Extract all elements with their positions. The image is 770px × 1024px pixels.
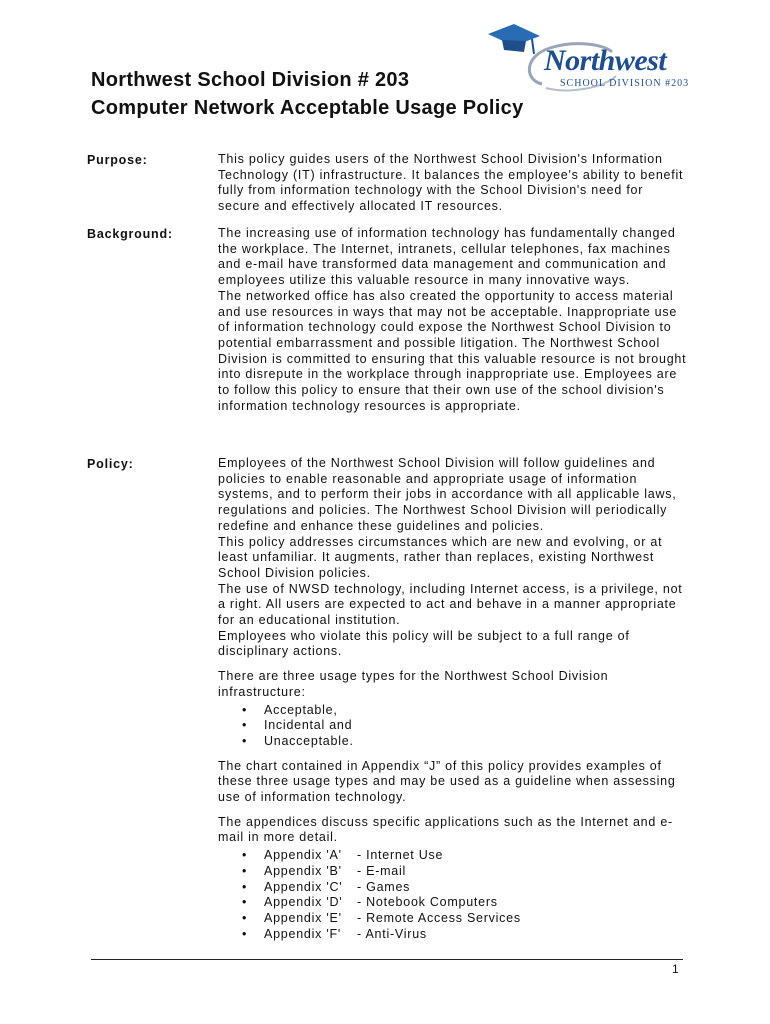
title-line-1: Northwest School Division # 203 <box>91 69 410 91</box>
policy-paragraph: This policy addresses circumstances which are new and evolving, or at least unfamiliar. It augments, rather than replaces, existing Northwest School Division policies. <box>218 534 663 580</box>
appendix-name: Appendix 'D' <box>264 895 343 910</box>
title-line-2: Computer Network Acceptable Usage Policy <box>91 97 524 119</box>
footer-divider <box>91 959 683 960</box>
logo-subtitle: SCHOOL DIVISION #203 <box>560 78 690 89</box>
policy-label: Policy: <box>87 457 134 471</box>
list-item <box>218 927 688 943</box>
appendices-intro: The appendices discuss specific applications such as the Internet and e-mail in more detail. <box>218 814 673 845</box>
appendix-desc: - Internet Use <box>357 848 444 863</box>
background-paragraph: The increasing use of information technology has fundamentally changed the workplace. The Internet, intranets, cellular telephones, fax machines and e-mail have transformed data management and communication and employees utilize this valuable resource in many innovative ways. <box>218 226 676 288</box>
purpose-text: This policy guides users of the Northwest School Division's Information Technology (IT) infrastructure. It balances the employee's ability to benefit fully from information technology with the School Division's need for secure and effectively allocated IT resources. <box>218 152 684 214</box>
appendix-desc: - E-mail <box>357 863 407 878</box>
appendix-name: Appendix 'E' <box>264 910 342 925</box>
appendices-list <box>218 848 688 942</box>
list-item <box>218 911 688 927</box>
policy-paragraph: The use of NWSD technology, including Internet access, is a privilege, not a right. All users are expected to act and behave in a manner appropriate for an educational institution. <box>218 581 683 628</box>
chart-paragraph: The chart contained in Appendix “J” of this policy provides examples of these three usage types and may be used as a guideline when assessing use of information technology. <box>218 758 676 805</box>
list-item: • Incidental and <box>218 718 688 734</box>
purpose-label: Purpose: <box>87 153 148 167</box>
appendix-name: Appendix 'A' <box>264 848 342 863</box>
appendix-name: Appendix 'C' <box>264 879 343 894</box>
policy-paragraph: Employees who violate this policy will be subject to a full range of disciplinary actions. <box>218 628 630 659</box>
policy-body <box>218 456 688 942</box>
purpose-body <box>218 152 688 215</box>
list-item <box>218 895 688 911</box>
background-label: Background: <box>87 227 173 241</box>
page-number: 1 <box>672 962 679 976</box>
policy-paragraph: Employees of the Northwest School Division will follow guidelines and policies to enable reasonable and appropriate usage of information systems, and to perform their jobs in accordance with all applicable laws, regulations and policies. The Northwest School Division will periodically redefine and enhance these guidelines and policies. <box>218 456 677 533</box>
list-item: • Unacceptable. <box>218 734 688 750</box>
background-paragraph: The networked office has also created the opportunity to access material and use resources in ways that may not be acceptable. Inappropriate use of information technology could expose the Northwest School Division to potential embarrassment and possible litigation. The Northwest School Division is committed to ensuring that this valuable resource is not brought into disrepute in the workplace through inappropriate use. Employees are to follow this policy to ensure that their own use of the school division's information technology resources is appropriate. <box>218 288 687 413</box>
logo-wordmark: Northwest <box>544 44 667 77</box>
background-body <box>218 226 688 414</box>
usage-types-list <box>218 703 688 750</box>
list-item <box>218 880 688 896</box>
appendix-desc: - Anti-Virus <box>357 926 427 941</box>
appendix-desc: - Notebook Computers <box>357 895 498 910</box>
list-item <box>218 864 688 880</box>
usage-intro: There are three usage types for the Northwest School Division infrastructure: <box>218 669 609 699</box>
appendix-name: Appendix 'B' <box>264 863 342 878</box>
appendix-desc: - Remote Access Services <box>357 910 521 925</box>
list-item <box>218 848 688 864</box>
appendix-desc: - Games <box>357 879 411 894</box>
list-item: • Acceptable, <box>218 703 688 719</box>
page-title <box>91 66 524 122</box>
appendix-name: Appendix 'F' <box>264 926 342 941</box>
